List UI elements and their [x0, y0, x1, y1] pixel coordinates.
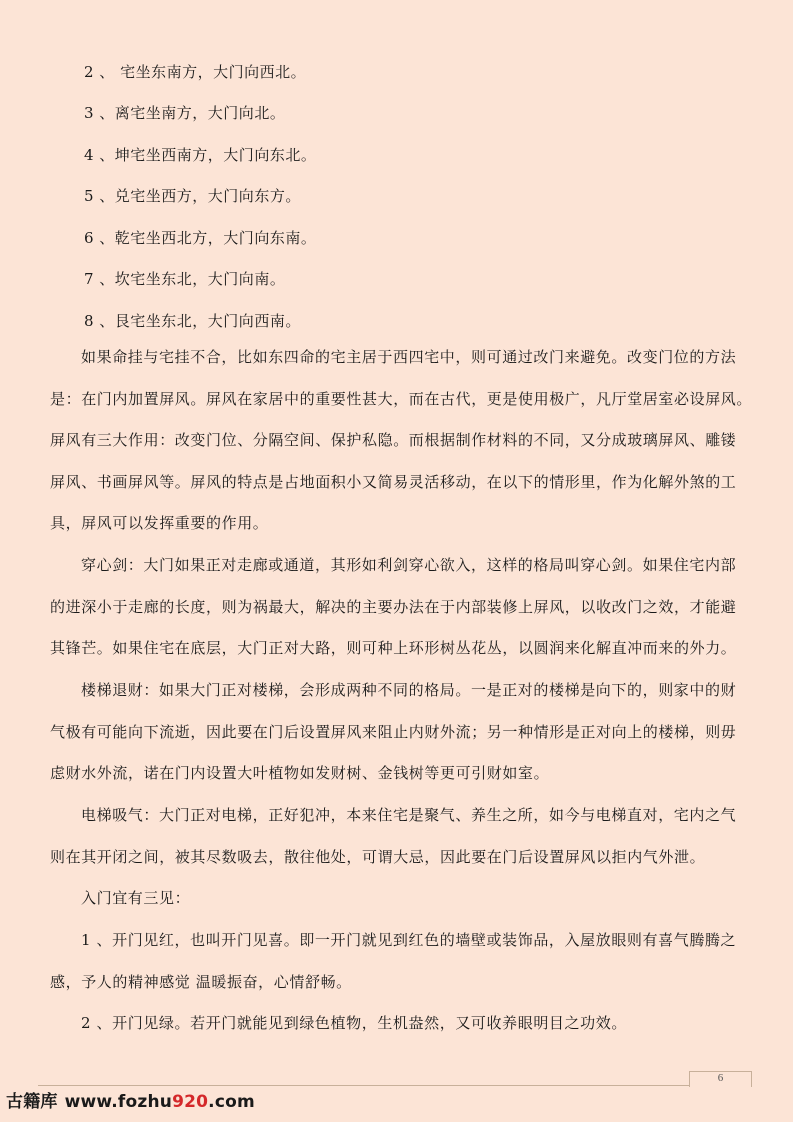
- watermark-url-highlight: 920: [172, 1092, 209, 1112]
- paragraph-screen-remedy: [50, 337, 753, 545]
- paragraph-piercing-sword: [50, 545, 750, 670]
- paragraph-line: 屏风、书画屏风等。屏风的特点是占地面积小又简易灵活移动，在以下的情形里，作为化解外煞的工: [50, 472, 737, 491]
- paragraph-line: 1 、开门见红，也叫开门见喜。即一开门就见到红色的墙壁或装饰品，入屋放眼则有喜气腾腾之: [81, 931, 737, 949]
- paragraph-line: 电梯吸气：大门正对电梯，正好犯冲，本来住宅是聚气、养生之所，如今与电梯直对，宅内之气: [81, 806, 737, 824]
- paragraph-see-red: [50, 920, 750, 1003]
- paragraph-see-green: [50, 1003, 750, 1045]
- paragraph-line: 2 、开门见绿。若开门就能见到绿色植物，生机盎然，又可收养眼明目之功效。: [81, 1014, 627, 1032]
- paragraph-line: 其锋芒。如果住宅在底层，大门正对大路，则可种上环形树丛花丛，以圆润来化解直冲而来的外力。: [50, 639, 737, 657]
- paragraph-line: 如果命挂与宅挂不合，比如东四命的宅主居于西四宅中，则可通过改门来避免。改变门位的方法: [81, 348, 737, 366]
- watermark-url-suffix: .com: [208, 1092, 255, 1112]
- footer-divider: [38, 1085, 690, 1086]
- list-item: 7 、坎宅坐东北，大门向南。: [84, 270, 286, 288]
- page-number-box: [689, 1071, 752, 1087]
- paragraph-three-sights: [50, 878, 750, 920]
- list-item: 2 、 宅坐东南方，大门向西北。: [84, 63, 307, 81]
- paragraph-line: 感，予人的精神感觉 温暖振奋，心情舒畅。: [50, 972, 352, 991]
- watermark-url-prefix: www.fozhu: [64, 1092, 173, 1112]
- paragraph-line: 穿心剑：大门如果正对走廊或通道，其形如利剑穿心欲入，这样的格局叫穿心剑。如果住宅内部: [81, 556, 737, 574]
- paragraph-line: 楼梯退财：如果大门正对楼梯，会形成两种不同的格局。一是正对的楼梯是向下的，则家中的财: [81, 681, 737, 699]
- paragraph-line: 则在其开闭之间，被其尽数吸去，散往他处，可谓大忌，因此要在门后设置屏风以拒内气外泄。: [50, 847, 706, 866]
- watermark-site-name: 古籍库: [6, 1092, 58, 1112]
- paragraph-line: 具，屏风可以发挥重要的作用。: [50, 514, 269, 532]
- paragraph-line: 气极有可能向下流逝，因此要在门后设置屏风来阻止内财外流；另一种情形是正对向上的楼梯，则毋: [50, 722, 737, 741]
- paragraph-elevator: [50, 795, 750, 878]
- paragraph-line: 屏风有三大作用：改变门位、分隔空间、保护私隐。而根据制作材料的不同，又分成玻璃屏风、雕镂: [50, 431, 737, 449]
- list-item: 4 、坤宅坐西南方，大门向东北。: [84, 146, 317, 164]
- list-item: 6 、乾宅坐西北方，大门向东南。: [84, 229, 317, 247]
- paragraph-stairs: [50, 670, 750, 795]
- list-item: 5 、兑宅坐西方，大门向东方。: [84, 187, 301, 205]
- paragraph-line: 是：在门内加置屏风。屏风在家居中的重要性甚大，而在古代，更是使用极广，凡厅堂居室必设屏风。: [50, 389, 753, 408]
- paragraph-line: 入门宜有三见：: [81, 889, 191, 907]
- page-number: 6: [717, 1072, 724, 1084]
- watermark: [6, 1087, 255, 1112]
- list-item: 3 、离宅坐南方，大门向北。: [84, 104, 286, 122]
- paragraph-line: 的进深小于走廊的长度，则为祸最大，解决的主要办法在于内部装修上屏风，以收改门之效，才能避: [50, 597, 737, 616]
- paragraph-line: 虑财水外流，诺在门内设置大叶植物如发财树、金钱树等更可引财如室。: [50, 764, 550, 782]
- list-item: 8 、艮宅坐东北，大门向西南。: [84, 312, 301, 330]
